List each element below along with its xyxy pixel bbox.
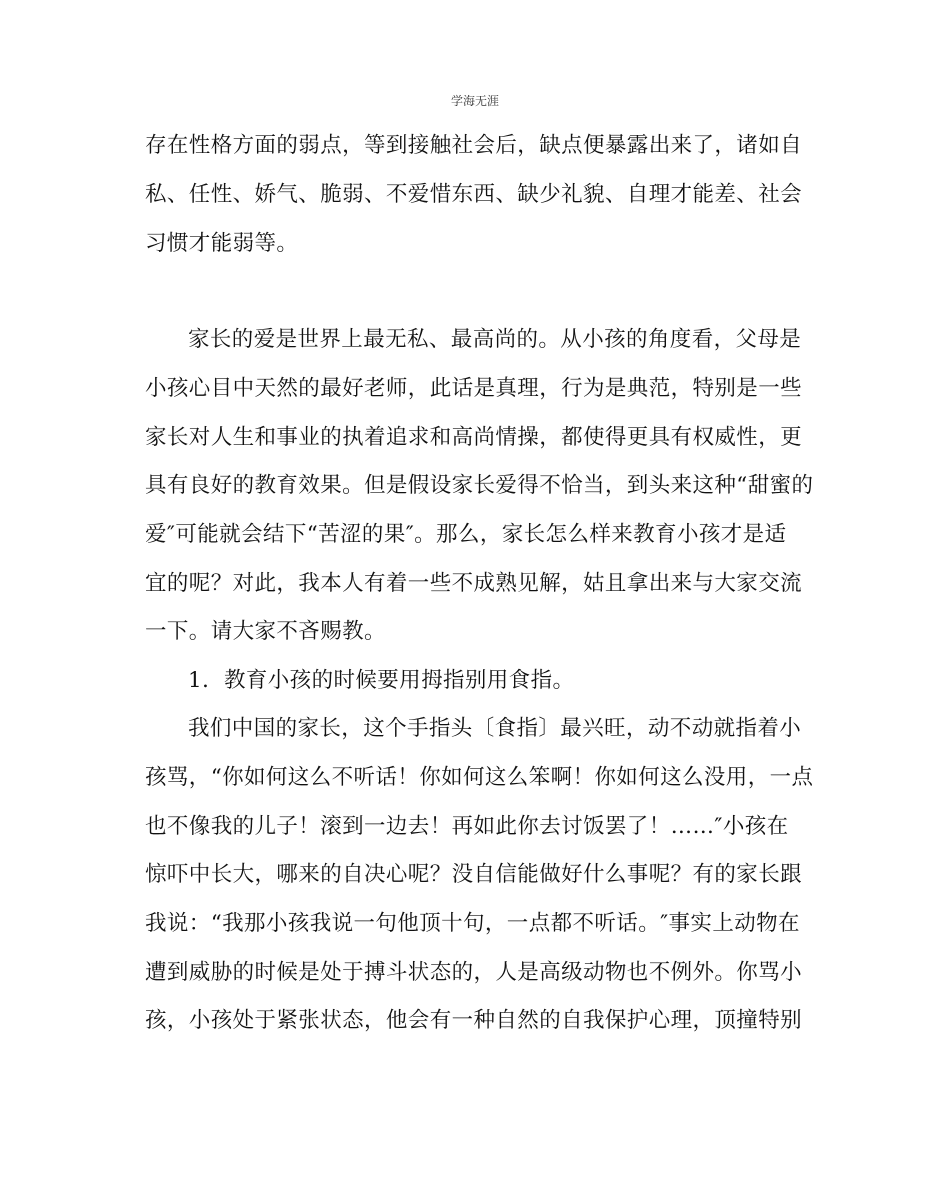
page-header: 学海无涯: [450, 94, 499, 108]
text-line: 孩骂，“你如何这么不听话！你如何这么笨啊！你如何这么没用，一点: [145, 765, 814, 790]
text-line: 宜的呢？对此，我本人有着一些不成熟见解，姑且拿出来与大家交流: [145, 571, 803, 596]
text-line: 家长的爱是世界上最无私、最高尚的。从小孩的角度看，父母是: [188, 327, 802, 352]
text-line: 家长对人生和事业的执着追求和高尚情操，都使得更具有权威性，更: [145, 425, 803, 450]
text-line: 孩，小孩处于紧张状态，他会有一种自然的自我保护心理，顶撞特别: [145, 1008, 803, 1033]
text-line: 小孩心目中天然的最好老师，此话是真理，行为是典范，特别是一些: [145, 376, 803, 401]
text-line: 一下。请大家不吝赐教。: [145, 619, 386, 644]
text-line: 私、任性、娇气、脆弱、不爱惜东西、缺少礼貌、自理才能差、社会: [145, 182, 803, 207]
text-line: 存在性格方面的弱点，等到接触社会后，缺点便暴露出来了，诸如自: [145, 133, 803, 158]
text-line: 惊吓中长大，哪来的自决心呢？没自信能做好什么事呢？有的家长跟: [145, 862, 803, 887]
text-line: 我们中国的家长，这个手指头〔食指〕最兴旺，动不动就指着小: [188, 716, 802, 741]
text-line: 具有良好的教育效果。但是假设家长爱得不恰当，到头来这种“甜蜜的: [145, 473, 814, 498]
text-line: 遭到威胁的时候是处于搏斗状态的，人是高级动物也不例外。你骂小: [145, 960, 803, 985]
list-item-heading: 1．教育小孩的时候要用拇指别用食指。: [188, 668, 575, 693]
text-line: 也不像我的儿子！滚到一边去！再如此你去讨饭罢了！……″小孩在: [145, 814, 789, 839]
text-line: 我说：“我那小孩我说一句他顶十句，一点都不听话。″事实上动物在: [145, 911, 800, 936]
text-line: 习惯才能弱等。: [145, 231, 299, 256]
text-line: 爱″可能就会结下“苦涩的果″。那么，家长怎么样来教育小孩才是适: [145, 522, 787, 547]
